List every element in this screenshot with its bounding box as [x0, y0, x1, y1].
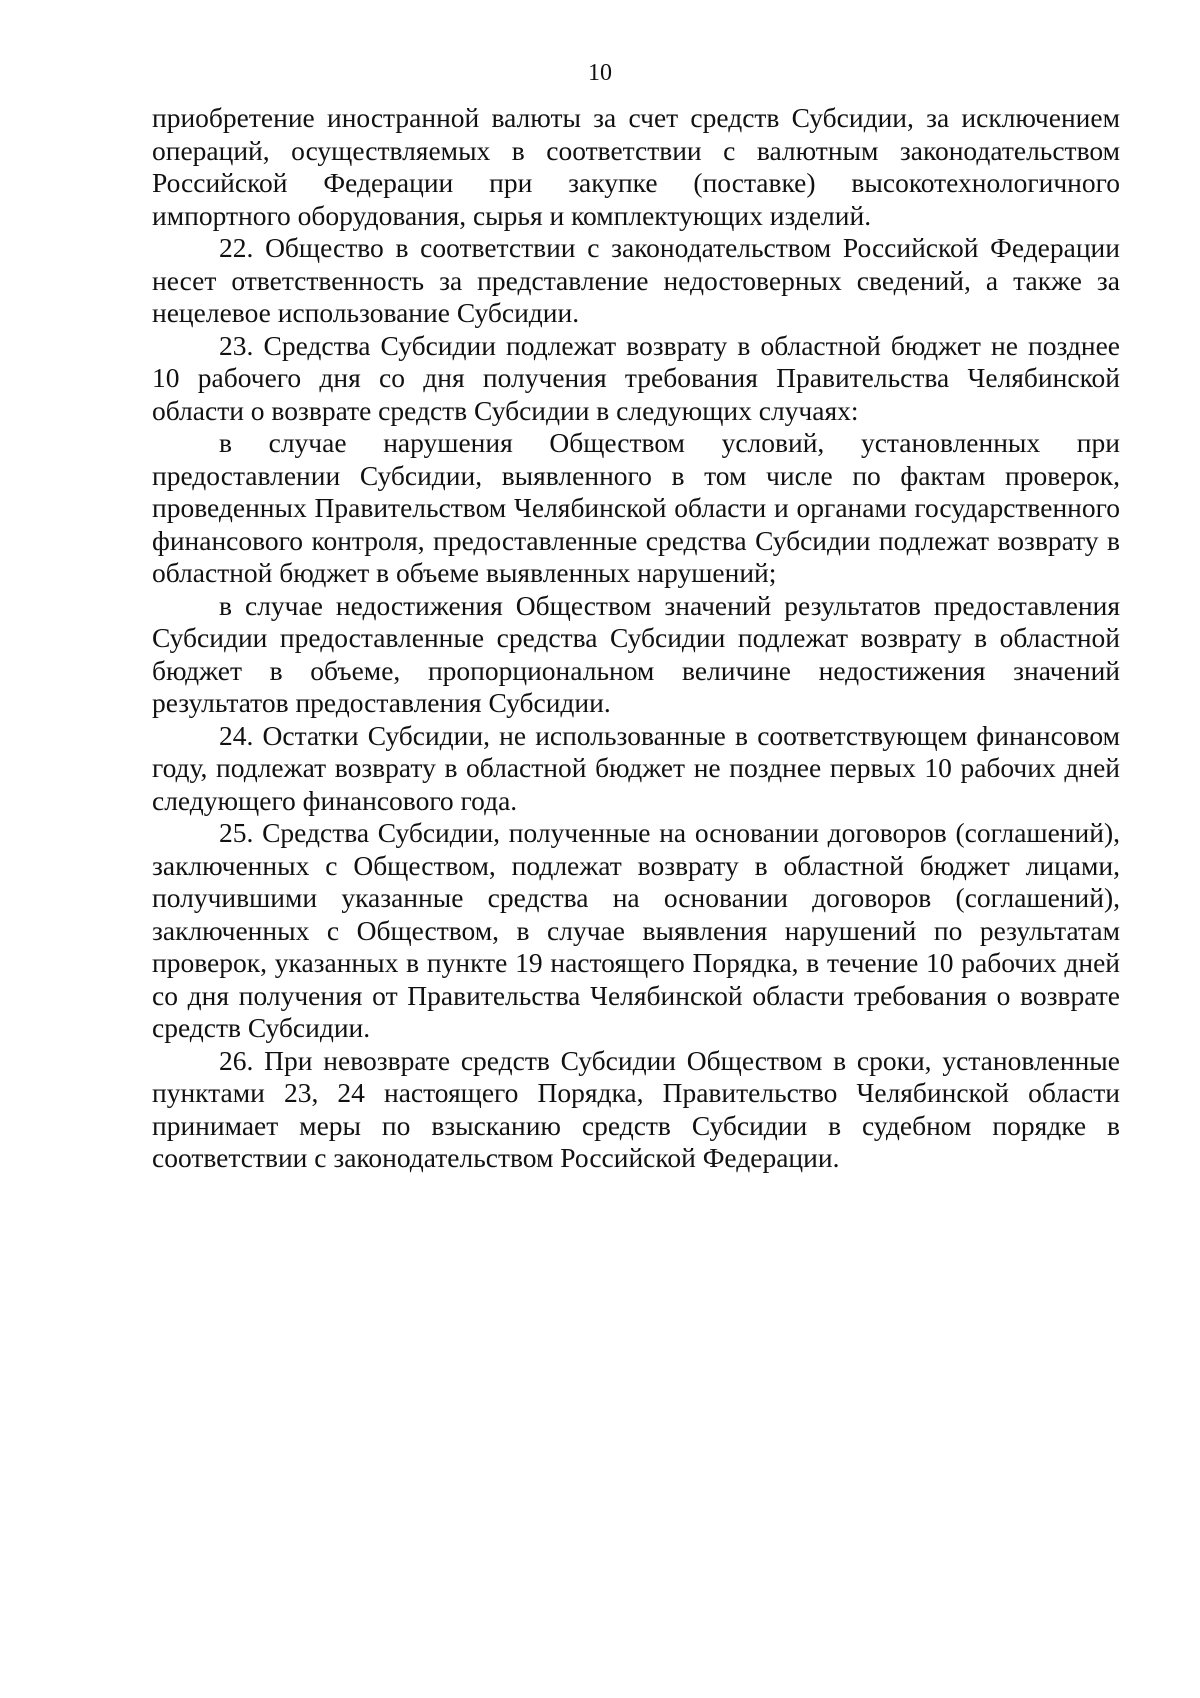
paragraph-22: 22. Общество в соответствии с законодательством Российской Федерации несет ответственность за представление недостоверных сведений, а также за нецелевое использование Субсидии. — [152, 232, 1120, 328]
paragraph-25: 25. Средства Субсидии, полученные на основании договоров (соглашений), заключенных с Обществом, подлежат возврату в областной бюджет лицами, получившими указанные средства на основании договоров (соглашений), заключенных с Обществом, в случае выявления нарушений по результатам проверок, указанных в пункте 19 настоящего Порядка, в течение 10 рабочих дней со дня получения от Правительства Челябинской области требования о возврате средств Субсидии. — [152, 817, 1120, 1043]
paragraph-26: 26. При невозврате средств Субсидии Обществом в сроки, установленные пунктами 23, 24 настоящего Порядка, Правительство Челябинской области принимает меры по взысканию средств Субсидии в судебном порядке в соответствии с законодательством Российской Федерации. — [152, 1044, 1120, 1173]
document-body — [152, 102, 1120, 1175]
paragraph-24: 24. Остатки Субсидии, не использованные в соответствующем финансовом году, подлежат возврату в областной бюджет не позднее первых 10 рабочих дней следующего финансового года. — [152, 719, 1120, 816]
paragraph-23: 23. Средства Субсидии подлежат возврату в областной бюджет не позднее 10 рабочего дня со дня получения требования Правительства Челябинской области о возврате средств Субсидии в следующих случаях: — [152, 329, 1120, 426]
page-number: 10 — [588, 60, 612, 86]
paragraph-continuation: приобретение иностранной валюты за счет средств Субсидии, за исключением операций, осуществляемых в соответствии с валютным законодательством Российской Федерации при закупке (поставке) высокотехнологичного импортного оборудования, сырья и комплектующих изделий. — [152, 102, 1120, 231]
paragraph-23-case-violation: в случае нарушения Обществом условий, установленных при предоставлении Субсидии, выявленного в том числе по фактам проверок, проведенных Правительством Челябинской области и органами государственного финансового контроля, предоставленные средства Субсидии подлежат возврату в областной бюджет в объеме выявленных нарушений; — [152, 427, 1120, 588]
paragraph-23-case-nonachievement: в случае недостижения Обществом значений результатов предоставления Субсидии предоставленные средства Субсидии подлежат возврату в областной бюджет в объеме, пропорциональном величине недостижения значений результатов предоставления Субсидии. — [152, 589, 1120, 718]
